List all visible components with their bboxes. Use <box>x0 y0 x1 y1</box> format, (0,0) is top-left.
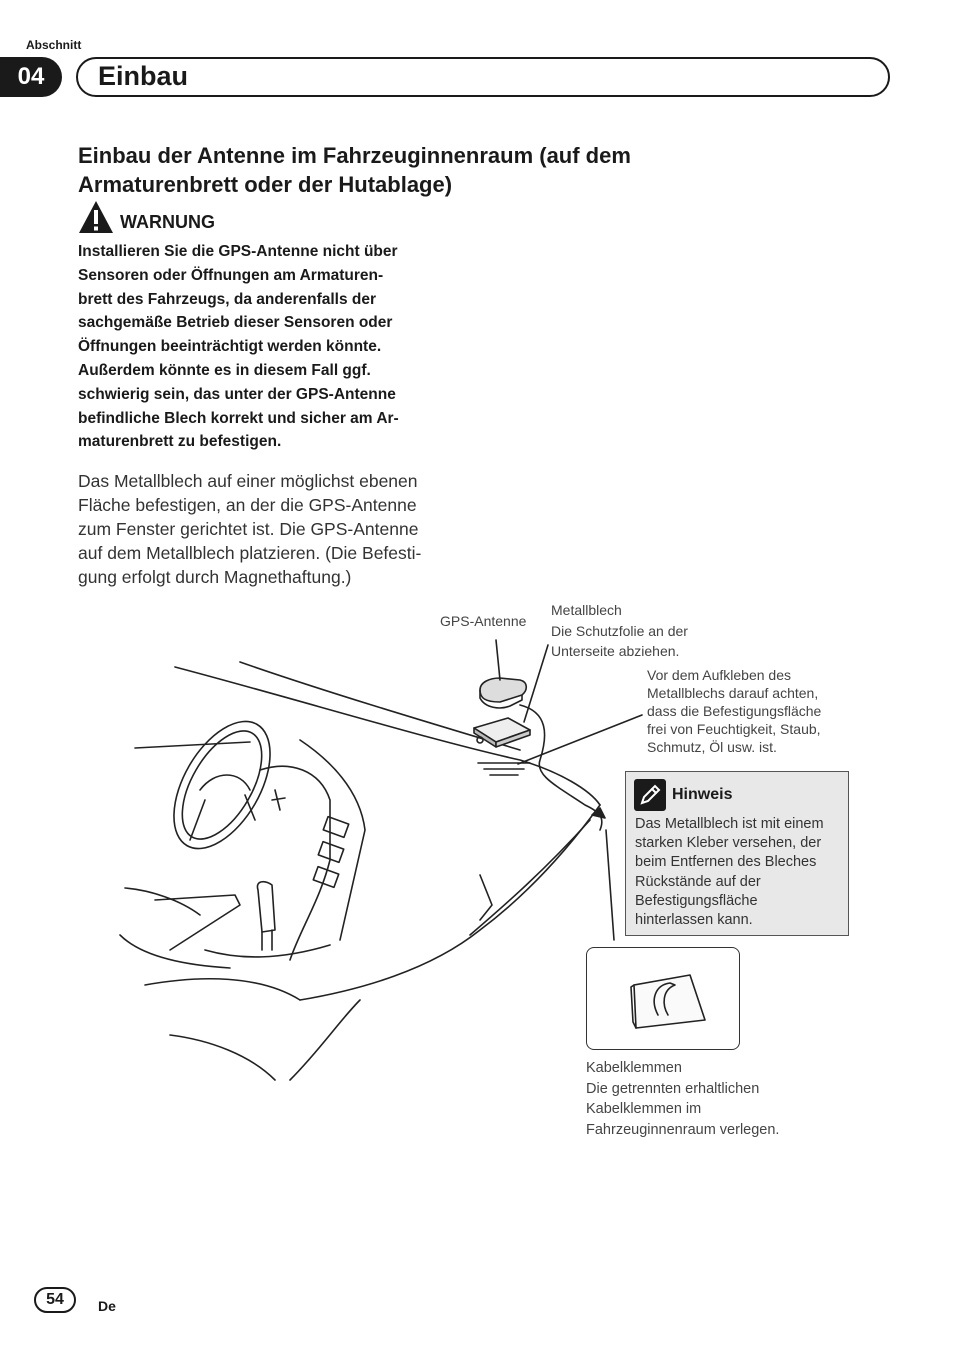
warning-label: WARNUNG <box>120 212 215 232</box>
body-line: auf dem Metallblech platzieren. (Die Befesti- <box>78 543 422 563</box>
hinweis-text <box>635 815 845 930</box>
callout-line: dass die Befestigungsfläche <box>647 703 822 719</box>
body-line: Das Metallblech auf einer möglichst ebenen <box>78 471 418 491</box>
surface-callout <box>647 666 821 756</box>
callout-line: Kabelklemmen im <box>586 1101 702 1117</box>
metal-plate-callout <box>551 600 688 662</box>
callout-line: Schmutz, Öl usw. ist. <box>647 739 777 755</box>
chapter-title: Einbau <box>98 61 189 91</box>
callout-line: Unterseite abziehen. <box>551 643 680 659</box>
cable-clamp-callout <box>586 1058 779 1140</box>
callout-line: Kabelklemmen <box>586 1060 682 1076</box>
warning-line: sachgemäße Betrieb dieser Sensoren oder <box>78 314 393 332</box>
page-heading-line: Einbau der Antenne im Fahrzeuginnenraum (auf dem <box>78 143 631 168</box>
language-code: De <box>98 1298 116 1314</box>
hinweis-line: starken Kleber versehen, der <box>635 835 822 852</box>
warning-line: Öffnungen beeinträchtigt werden könnte. <box>78 338 382 356</box>
warning-line: Außerdem könnte es in diesem Fall ggf. <box>78 361 371 379</box>
hinweis-header <box>634 779 848 811</box>
hinweis-label: Hinweis <box>672 786 733 803</box>
hinweis-note-box <box>625 771 849 936</box>
body-line: gung erfolgt durch Magnethaftung.) <box>78 567 352 587</box>
warning-line: befindliche Blech korrekt und sicher am Ar- <box>78 409 399 427</box>
callout-line: frei von Feuchtigkeit, Staub, <box>647 721 821 737</box>
hinweis-line: Befestigungsfläche <box>635 892 758 909</box>
pencil-note-icon <box>634 779 666 811</box>
chapter-number-badge: 04 <box>0 57 62 97</box>
page-number: 54 <box>34 1287 76 1313</box>
hinweis-line: hinterlassen kann. <box>635 912 753 929</box>
cable-clamp-detail-frame <box>586 947 740 1050</box>
section-label: Abschnitt <box>26 38 82 52</box>
hinweis-line: Das Metallblech ist mit einem <box>635 816 824 832</box>
callout-line: Metallblech <box>551 602 622 618</box>
body-line: Fläche befestigen, an der die GPS-Antenne <box>78 495 417 515</box>
hinweis-line: Rückstände auf der <box>635 873 761 890</box>
gps-antenna-callout: GPS-Antenne <box>440 613 527 629</box>
body-line: zum Fenster gerichtet ist. Die GPS-Antenne <box>78 519 419 539</box>
callout-line: Metallblechs darauf achten, <box>647 685 819 701</box>
warning-line: Installieren Sie die GPS-Antenne nicht über <box>78 243 398 260</box>
callout-line: Die getrennten erhaltlichen <box>586 1080 760 1097</box>
page-heading-line: Armaturenbrett oder der Hutablage) <box>78 172 453 197</box>
callout-line: Fahrzeuginnenraum verlegen. <box>586 1121 780 1138</box>
callout-line: Vor dem Aufkleben des <box>647 667 791 683</box>
warning-line: maturenbrett zu befestigen. <box>78 433 282 451</box>
warning-line: brett des Fahrzeugs, da anderenfalls der <box>78 290 377 308</box>
hinweis-line: beim Entfernen des Bleches <box>635 854 817 871</box>
warning-line: schwierig sein, das unter der GPS-Antenne <box>78 385 396 403</box>
callout-line: Die Schutzfolie an der <box>551 622 688 639</box>
warning-line: Sensoren oder Öffnungen am Armaturen- <box>78 266 384 284</box>
